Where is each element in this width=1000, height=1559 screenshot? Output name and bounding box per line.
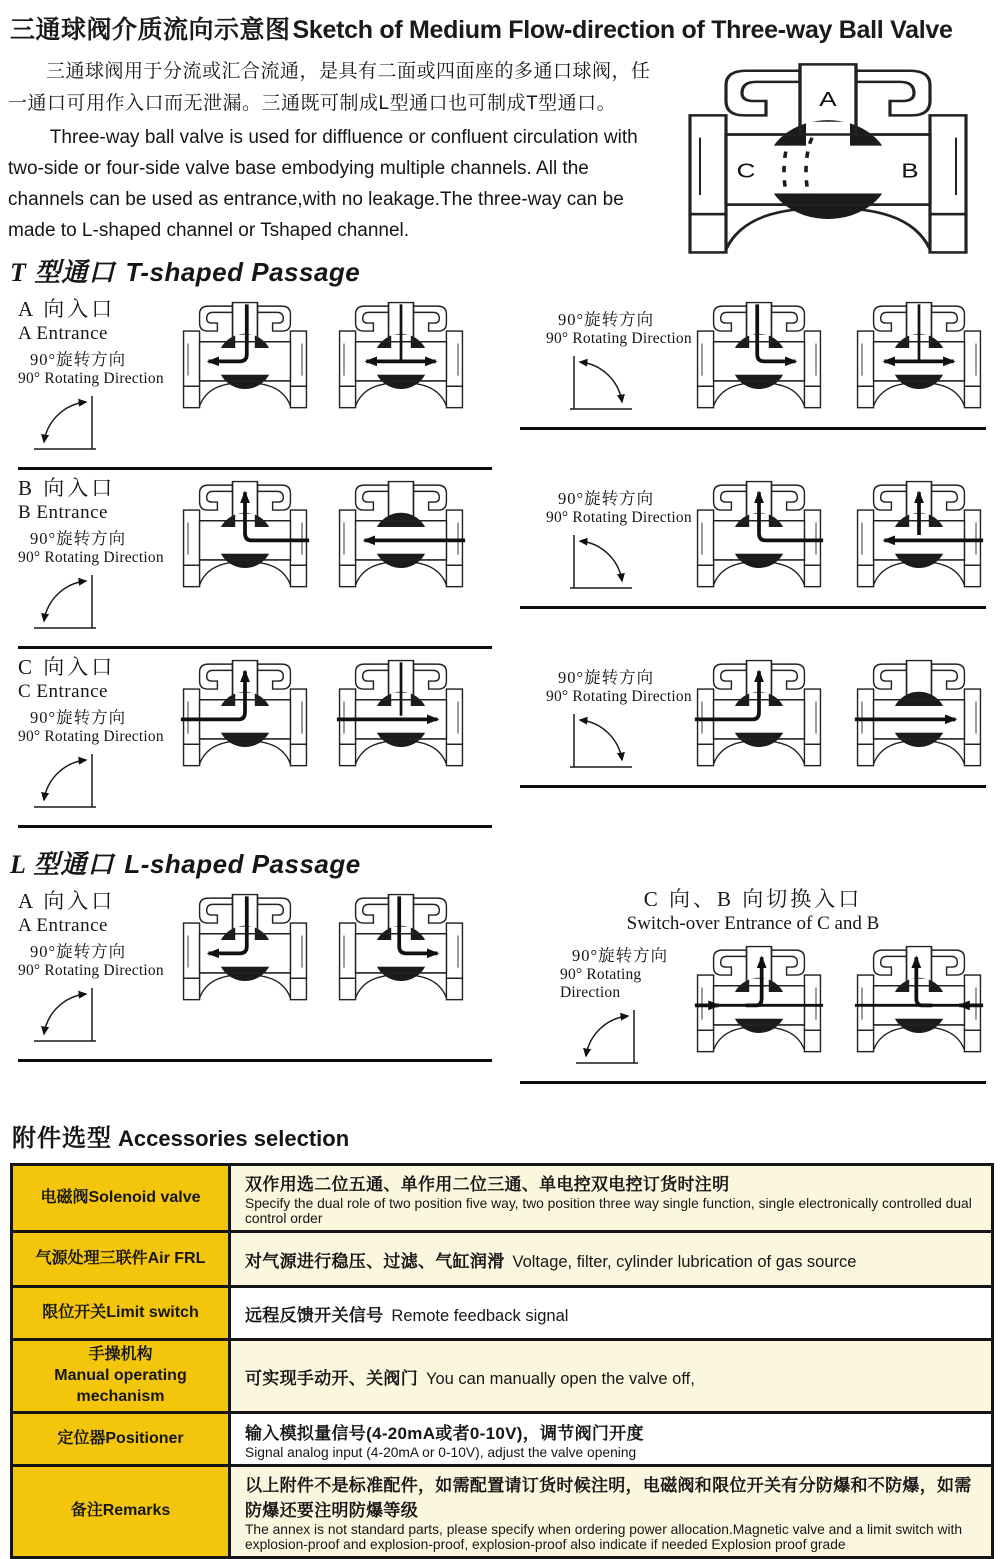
accessory-desc-cell xyxy=(230,1340,993,1413)
valve-diagram xyxy=(852,943,986,1057)
valve-diagram xyxy=(692,478,826,592)
accessories-heading xyxy=(12,1118,992,1153)
rotation-icon-wrap xyxy=(558,531,692,598)
valve-pair xyxy=(692,649,986,777)
rotation-label-en: 90° Rotating Direction xyxy=(546,330,692,347)
accessory-desc-en: Remote feedback signal xyxy=(391,1306,569,1325)
rotation-icon-wrap xyxy=(558,710,692,777)
accessories-heading-zh: 附件选型 xyxy=(12,1125,112,1152)
rotation-icon-wrap xyxy=(30,750,178,817)
entrance-label-en: B Entrance xyxy=(18,502,108,523)
accessory-desc-zh: 对气源进行稳压、过滤、气缸润滑 xyxy=(245,1251,505,1271)
valve-diagram xyxy=(852,299,986,413)
rotation-90-icon xyxy=(30,571,108,633)
rotation-label-zh: 90°旋转方向 xyxy=(30,708,127,727)
valve-diagram xyxy=(334,657,468,771)
flow-label-block xyxy=(520,470,692,598)
accessory-desc-cell xyxy=(230,1413,993,1466)
flow-group-left xyxy=(18,291,492,470)
valve-diagram xyxy=(692,943,826,1057)
flow-label-block xyxy=(520,935,692,1073)
valve-diagram xyxy=(692,657,826,771)
flow-row xyxy=(8,649,992,828)
valve-diagram xyxy=(178,657,312,771)
rotation-label-en: 90° Rotating Direction xyxy=(560,966,642,1001)
flow-group-left xyxy=(18,649,492,828)
valve-pair xyxy=(178,470,468,638)
l-passage-rows xyxy=(8,883,992,1084)
valve-pair xyxy=(692,291,986,419)
valve-pair xyxy=(692,935,986,1073)
valve-pair xyxy=(692,470,986,598)
accessory-name-cell xyxy=(12,1165,230,1232)
valve-diagram xyxy=(678,58,978,262)
accessories-heading-en: Accessories selection xyxy=(118,1126,350,1151)
l-section-heading xyxy=(10,844,992,881)
switch-over-heading xyxy=(520,883,986,935)
intro-paragraph-en: Three-way ball valve is used for diffluence or confluent circulation with two-side or four-side valve base embodying multiple channels. All the channels can be used as entrance,with no leakage.The three-way can be made to L-shaped channel or Tshaped channel. xyxy=(8,127,638,241)
accessory-name-line: 限位开关Limit switch xyxy=(42,1303,199,1321)
accessory-name-cell xyxy=(12,1340,230,1413)
rotation-icon-wrap xyxy=(30,571,178,638)
accessory-desc-en: Voltage, filter, cylinder lubrication of gas source xyxy=(512,1252,857,1271)
rotation-label-zh: 90°旋转方向 xyxy=(558,310,655,329)
rotation-icon-wrap xyxy=(30,392,178,459)
rotation-icon-wrap xyxy=(572,1006,692,1073)
entrance-label-en: A Entrance xyxy=(18,915,108,936)
flow-row xyxy=(8,291,992,470)
accessory-name-line: 气源处理三联件Air FRL xyxy=(35,1249,206,1267)
rotation-label-zh: 90°旋转方向 xyxy=(572,946,669,965)
rotation-icon-wrap xyxy=(30,984,178,1051)
flow-group-right xyxy=(520,470,986,609)
t-section-heading-zh: T 型通口 xyxy=(10,258,116,287)
valve-diagram xyxy=(178,891,312,1005)
valve-diagram xyxy=(334,478,468,592)
accessory-name-line: 备注Remarks xyxy=(70,1502,171,1520)
accessory-name-line: 定位器Positioner xyxy=(57,1429,184,1447)
accessory-name-line: Manual operating xyxy=(54,1366,187,1384)
accessory-name-cell xyxy=(12,1287,230,1340)
intro-section xyxy=(8,56,992,241)
valve-diagram xyxy=(334,891,468,1005)
accessory-name-line: 电磁阀Solenoid valve xyxy=(40,1188,201,1206)
entrance-label-en: C Entrance xyxy=(18,681,108,702)
flow-label-block xyxy=(18,883,178,1051)
switch-over-heading-zh: C 向、B 向切换入口 xyxy=(643,887,863,911)
rotation-icon-wrap xyxy=(558,352,692,419)
accessory-desc-zh: 远程反馈开关信号 xyxy=(245,1305,384,1325)
rotation-label-zh: 90°旋转方向 xyxy=(30,350,127,369)
flow-row xyxy=(8,883,992,1084)
rotation-90-icon xyxy=(558,352,636,414)
l-section-heading-zh: L 型通口 xyxy=(10,850,115,879)
accessory-name-line: mechanism xyxy=(76,1387,165,1405)
rotation-label-en: 90° Rotating Direction xyxy=(18,549,164,566)
accessory-desc-zh: 可实现手动开、关阀门 xyxy=(245,1368,418,1388)
valve-diagram xyxy=(178,299,312,413)
rotation-label-en: 90° Rotating Direction xyxy=(18,728,164,745)
table-row xyxy=(12,1466,993,1558)
rotation-label-en: 90° Rotating Direction xyxy=(546,509,692,526)
accessory-desc-cell xyxy=(230,1232,993,1287)
rotation-90-icon xyxy=(30,392,108,454)
flow-group-right xyxy=(520,649,986,788)
page-title-en: Sketch of Medium Flow-direction of Three-way Ball Valve xyxy=(292,16,953,44)
table-row xyxy=(12,1340,993,1413)
t-section-heading-en: T-shaped Passage xyxy=(125,257,361,287)
flow-label-block xyxy=(520,649,692,777)
entrance-label-zh: C 向入口 xyxy=(18,655,116,679)
valve-diagram xyxy=(852,478,986,592)
rotation-90-icon xyxy=(30,750,108,812)
rotation-90-icon xyxy=(558,531,636,593)
intro-paragraph-zh: 三通球阀用于分流或汇合流通，是具有二面或四面座的多通口球阀，任一通口可用作入口而无泄漏。三通既可制成L型通口也可制成T型通口。 xyxy=(8,61,651,114)
table-row xyxy=(12,1232,993,1287)
accessory-desc-cell xyxy=(230,1165,993,1232)
rotation-label-en: 90° Rotating Direction xyxy=(546,688,692,705)
accessory-desc-en: You can manually open the valve off, xyxy=(426,1369,695,1388)
svg-text:B: B xyxy=(901,159,919,182)
accessory-desc-cell xyxy=(230,1287,993,1340)
flow-label-block xyxy=(18,649,178,817)
flow-row xyxy=(8,470,992,649)
rotation-90-icon xyxy=(30,984,108,1046)
accessory-desc-zh: 输入模拟量信号(4-20mA或者0-10V)，调节阀门开度 xyxy=(245,1423,644,1443)
flow-group-inner xyxy=(520,935,986,1073)
rotation-90-icon xyxy=(558,710,636,772)
rotation-label-zh: 90°旋转方向 xyxy=(558,668,655,687)
flow-group-left xyxy=(18,883,492,1062)
flow-group-right xyxy=(520,883,986,1084)
valve-pair xyxy=(178,649,468,817)
valve-diagram xyxy=(178,478,312,592)
accessory-desc-en: The annex is not standard parts, please specify when ordering power allocation.Magnetic valve and a limit switch with explosion-proof and explosion-proof, explosion-proof also indicate if needed Explosion proof grade xyxy=(245,1522,963,1553)
switch-over-heading-en: Switch-over Entrance of C and B xyxy=(626,913,880,934)
flow-group-right xyxy=(520,291,986,430)
t-passage-rows xyxy=(8,291,992,828)
valve-diagram xyxy=(334,299,468,413)
rotation-label-zh: 90°旋转方向 xyxy=(558,489,655,508)
entrance-label-zh: A 向入口 xyxy=(18,889,116,913)
l-section-heading-en: L-shaped Passage xyxy=(124,849,361,879)
page-title xyxy=(10,10,992,46)
valve-pair xyxy=(178,291,468,459)
valve-pair xyxy=(178,883,468,1051)
overview-valve-diagram xyxy=(664,56,992,236)
rotation-label-zh: 90°旋转方向 xyxy=(30,942,127,961)
table-row xyxy=(12,1413,993,1466)
table-row xyxy=(12,1165,993,1232)
accessory-desc-zh: 双作用选二位五通、单作用二位三通、单电控双电控订货时注明 xyxy=(245,1175,730,1194)
accessories-table xyxy=(10,1163,994,1559)
accessory-name-cell xyxy=(12,1466,230,1558)
rotation-label-en: 90° Rotating Direction xyxy=(18,962,164,979)
entrance-label-zh: A 向入口 xyxy=(18,297,116,321)
svg-text:C: C xyxy=(736,159,756,182)
accessory-desc-en: Specify the dual role of two position five way, two position three way single function, single electronically controlled dual control order xyxy=(245,1196,972,1226)
svg-text:A: A xyxy=(819,87,837,111)
accessory-desc-zh: 以上附件不是标准配件，如需配置请订货时候注明，电磁阀和限位开关有分防爆和不防爆，如需防爆还要注明防爆等级 xyxy=(245,1476,972,1521)
rotation-label-en: 90° Rotating Direction xyxy=(18,370,164,387)
accessory-desc-cell xyxy=(230,1466,993,1558)
entrance-label-en: A Entrance xyxy=(18,323,108,344)
accessory-desc-en: Signal analog input (4-20mA or 0-10V), adjust the valve opening xyxy=(245,1444,637,1460)
flow-label-block xyxy=(520,291,692,419)
flow-group-left xyxy=(18,470,492,649)
entrance-label-zh: B 向入口 xyxy=(18,476,116,500)
page-title-zh: 三通球阀介质流向示意图 xyxy=(10,16,291,44)
accessory-name-line: 手操机构 xyxy=(88,1346,153,1363)
valve-diagram xyxy=(692,299,826,413)
flow-label-block xyxy=(18,470,178,638)
rotation-90-icon xyxy=(572,1006,650,1068)
table-row xyxy=(12,1287,993,1340)
intro-text xyxy=(8,56,664,241)
accessory-name-cell xyxy=(12,1232,230,1287)
accessory-name-cell xyxy=(12,1413,230,1466)
valve-diagram xyxy=(852,657,986,771)
flow-label-block xyxy=(18,291,178,459)
rotation-label-zh: 90°旋转方向 xyxy=(30,529,127,548)
